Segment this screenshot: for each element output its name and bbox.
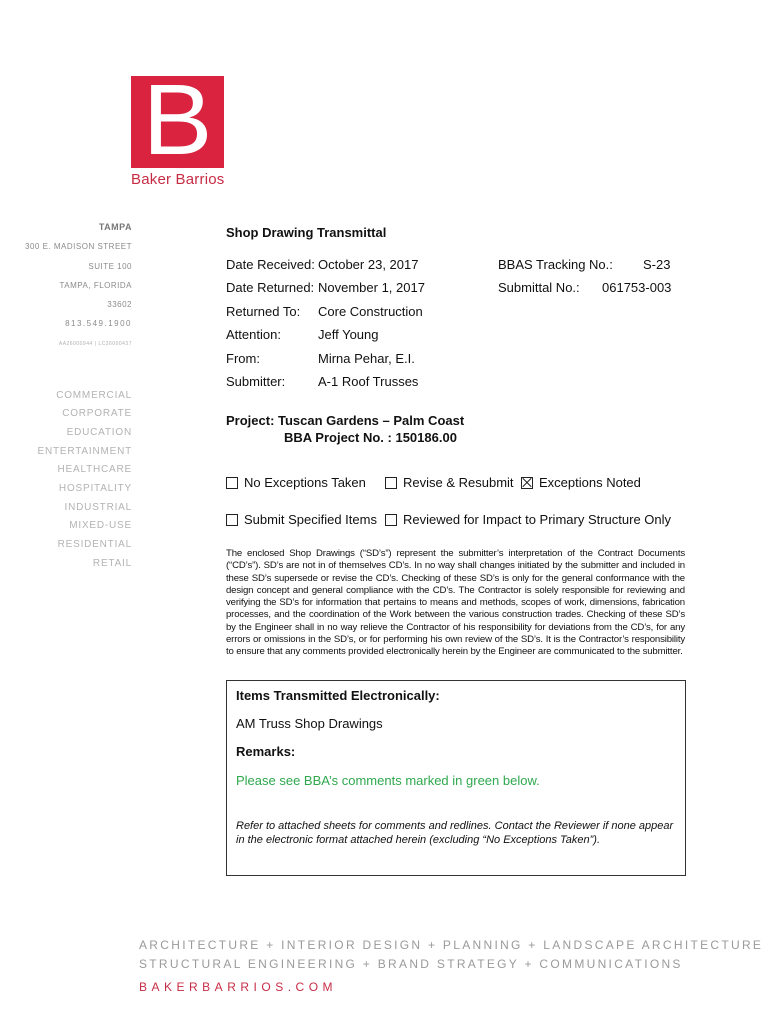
checkbox-exceptions-noted[interactable] — [521, 475, 641, 490]
disclaimer-paragraph: The enclosed Shop Drawings (“SD’s”) represent the submitter’s interpretation of the Contract Documents (“CD’s”). SD’s are not in of themselves CD’s. In no way shall changes initiated by the submitter and included in these SD’s supersede or revise the CD’s. Checking of these SD’s is only for the general conformance with the design concept and general compliance with the CD’s. The Contractor is solely responsible for reviewing and verifying the SD’s for information that pertains to means and methods, scopes of work, dimensions, fabrication processes, and the coordination of the Work between the various construction trades. Checking of these SD’s by the Engineer shall in no way relieve the Contractor of his responsibility for deviations from the CD’s, for any errors or omissions in the SD’s, or for performing his own review of the SD’s. It is the Contractor’s responsibility to ensure that any comments provided electronically herein by the Engineer are communicated to the submitter. — [226, 548, 685, 658]
checkbox-revise-resubmit[interactable] — [385, 475, 514, 490]
office-phone: 813.549.1900 — [65, 319, 132, 328]
from-value: Mirna Pehar, E.I. — [318, 351, 415, 366]
checkbox-box[interactable] — [226, 514, 238, 526]
logo-wordmark: Baker Barrios — [131, 171, 225, 188]
checkbox-label: Revise & Resubmit — [403, 475, 514, 490]
transmitted-item: AM Truss Shop Drawings — [236, 716, 383, 731]
sector-item: CORPORATE — [62, 408, 132, 419]
returned-to-value: Core Construction — [318, 304, 423, 319]
reviewer-note: Refer to attached sheets for comments and redlines. Contact the Reviewer if none appear in the electronic format attached herein (excluding “No Exceptions Taken”). — [236, 820, 674, 846]
checkbox-label: No Exceptions Taken — [244, 475, 366, 490]
checkbox-reviewed-impact[interactable] — [385, 512, 671, 527]
office-citystate: TAMPA, FLORIDA — [59, 281, 132, 290]
checkbox-label: Submit Specified Items — [244, 512, 377, 527]
sector-item: HEALTHCARE — [57, 464, 132, 475]
footer-services-line-2: STRUCTURAL ENGINEERING + BRAND STRATEGY + COMMUNICATIONS — [139, 957, 683, 971]
tracking-value: S-23 — [643, 257, 671, 272]
sector-item: RESIDENTIAL — [57, 539, 132, 550]
sector-item: ENTERTAINMENT — [37, 446, 132, 457]
sector-item: EDUCATION — [66, 427, 132, 438]
date-returned-value: November 1, 2017 — [318, 280, 425, 295]
sector-item: COMMERCIAL — [56, 390, 132, 401]
checkbox-no-exceptions[interactable] — [226, 475, 366, 490]
tracking-label: BBAS Tracking No.: — [498, 257, 613, 272]
items-heading: Items Transmitted Electronically: — [236, 688, 440, 703]
footer-services-line-1: ARCHITECTURE + INTERIOR DESIGN + PLANNING + LANDSCAPE ARCHITECTURE — [139, 938, 764, 952]
office-license: AA26000944 | LC26000437 — [58, 341, 132, 347]
checkbox-submit-specified[interactable] — [226, 512, 377, 527]
submitter-value: A-1 Roof Trusses — [318, 374, 419, 389]
logo-letter: B — [142, 64, 213, 176]
office-city: TAMPA — [98, 222, 132, 232]
project-name: Project: Tuscan Gardens – Palm Coast — [226, 413, 465, 428]
items-transmitted-box — [226, 680, 686, 876]
checkbox-box[interactable] — [385, 477, 397, 489]
submitter-label: Submitter: — [226, 374, 286, 389]
attention-value: Jeff Young — [318, 327, 379, 342]
attention-label: Attention: — [226, 327, 281, 342]
office-suite: SUITE 100 — [88, 262, 132, 271]
checkbox-label: Reviewed for Impact to Primary Structure Only — [403, 512, 672, 527]
checkbox-checked-box[interactable] — [521, 477, 533, 489]
checkbox-label: Exceptions Noted — [539, 475, 641, 490]
checkbox-box[interactable] — [226, 477, 238, 489]
sector-item: INDUSTRIAL — [64, 502, 132, 513]
date-received-label: Date Received: — [226, 257, 315, 272]
remarks-heading: Remarks: — [236, 744, 296, 759]
footer-website-link[interactable]: BAKERBARRIOS.COM — [139, 980, 338, 994]
office-street: 300 E. MADISON STREET — [25, 242, 132, 251]
date-returned-label: Date Returned: — [226, 280, 315, 295]
sector-item: HOSPITALITY — [58, 483, 132, 494]
date-received-value: October 23, 2017 — [318, 257, 419, 272]
bba-project-number: BBA Project No. : 150186.00 — [284, 430, 457, 445]
submittal-value: 061753-003 — [602, 280, 672, 295]
from-label: From: — [226, 351, 260, 366]
sector-item: RETAIL — [92, 558, 132, 569]
returned-to-label: Returned To: — [226, 304, 301, 319]
document-title: Shop Drawing Transmittal — [226, 225, 387, 240]
remark-text: Please see BBA’s comments marked in green below. — [236, 773, 540, 788]
office-zip: 33602 — [107, 300, 132, 309]
sector-item: MIXED-USE — [69, 520, 132, 531]
logo-mark — [131, 64, 224, 176]
checkbox-box[interactable] — [385, 514, 397, 526]
submittal-label: Submittal No.: — [498, 280, 580, 295]
